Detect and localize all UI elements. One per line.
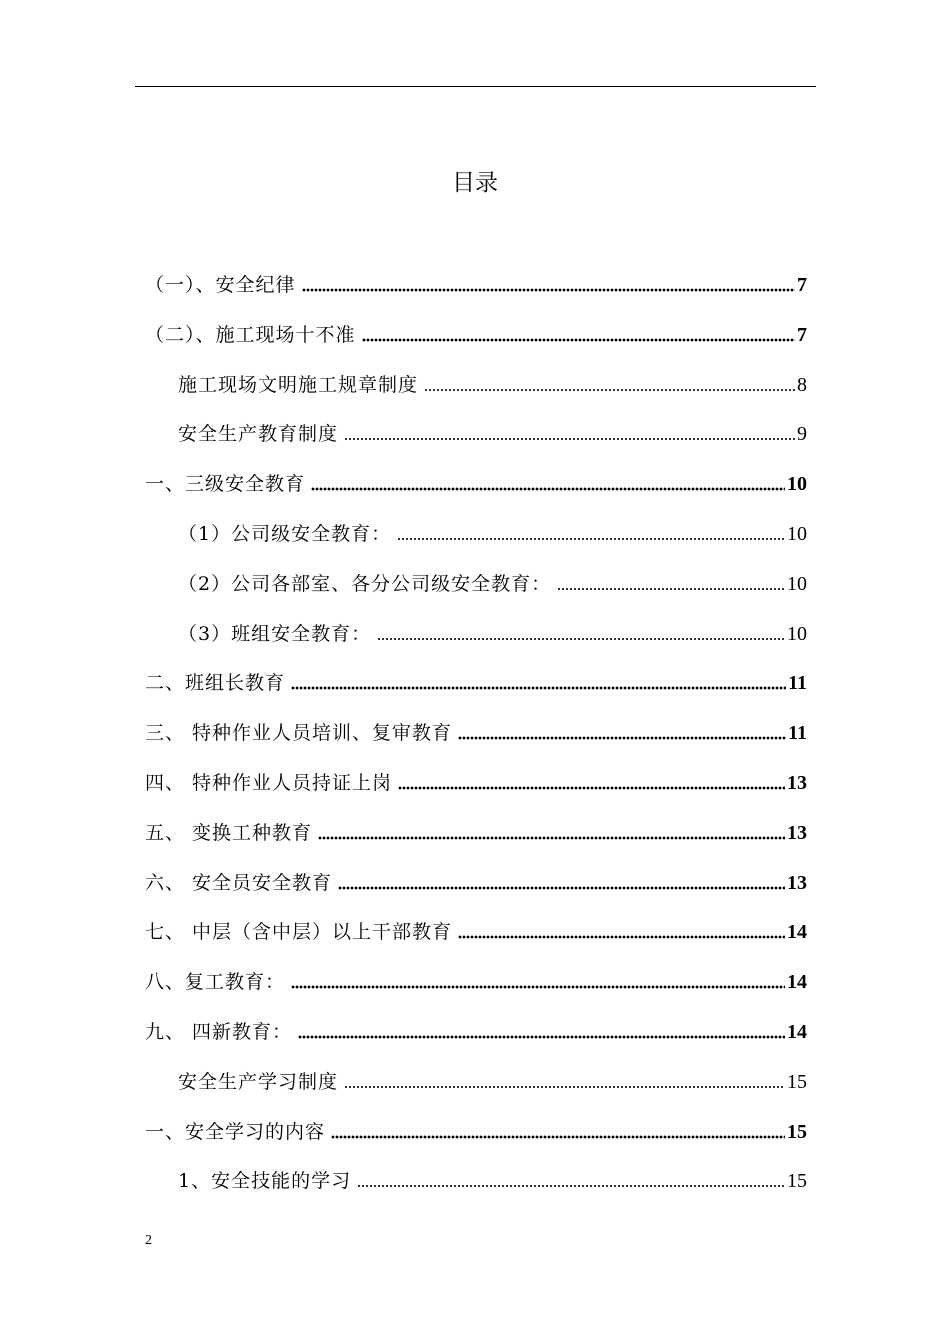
toc-entry[interactable] [178,1067,807,1097]
toc-entry[interactable] [145,320,807,350]
toc-entry-page: 14 [787,1021,807,1043]
toc-entry-page: 10 [787,523,807,545]
toc-entry-page: 15 [787,1120,807,1143]
toc-entry[interactable] [145,718,807,748]
toc-entry-label: 八、复工教育： [145,971,286,994]
toc-entry[interactable] [145,668,807,698]
toc-dot-leader [398,782,785,790]
toc-dot-leader [331,1131,785,1139]
page-number: 2 [145,1233,152,1248]
toc-dot-leader [291,682,786,690]
toc-dot-leader [397,533,785,541]
toc-entry-label: 二、班组长教育 [145,672,286,695]
toc-dot-leader [311,483,785,491]
toc-entry-label: 一、三级安全教育 [145,473,306,496]
toc-dot-leader [458,931,785,939]
toc-dot-leader [298,1031,785,1039]
toc-dot-leader [357,1180,785,1188]
toc-entry-label: 安全生产教育制度 [178,423,339,446]
toc-entry-page: 7 [797,274,807,296]
toc-entry-label: 三、 特种作业人员培训、复审教育 [145,722,453,745]
toc-dot-leader [424,384,795,392]
toc-entry-page: 8 [797,373,807,396]
toc-entry-page: 9 [797,423,807,446]
toc-dot-leader [557,583,785,591]
toc-entry-label: （1）公司级安全教育： [178,523,392,545]
toc-entry[interactable] [178,1166,807,1196]
toc-entry-label: 六、 安全员安全教育 [145,871,333,894]
toc-entry-page: 15 [787,1070,807,1093]
toc-entry-label: 1、安全技能的学习 [178,1170,352,1193]
toc-entry-page: 13 [787,821,807,844]
toc-title: 目录 [452,170,498,196]
toc-entry[interactable] [178,370,807,400]
toc-entry[interactable] [145,868,807,898]
toc-dot-leader [344,1081,785,1089]
toc-dot-leader [318,832,785,840]
toc-entry-label: 五、 变换工种教育 [145,821,313,844]
toc-entry[interactable] [145,1017,807,1047]
toc-entry[interactable] [145,469,807,499]
toc-dot-leader [377,633,785,641]
toc-entry-label: 一、安全学习的内容 [145,1120,326,1143]
toc-entry-label: （二）、施工现场十不准 [145,323,356,346]
toc-entry[interactable] [145,917,807,947]
toc-entry[interactable] [145,1117,807,1147]
toc-entry-page: 14 [787,971,807,994]
toc-dot-leader [344,433,795,441]
toc-entry-page: 15 [787,1170,807,1193]
toc-entry-label: （3）班组安全教育： [178,622,372,645]
toc-dot-leader [362,334,795,342]
toc-entry-page: 11 [788,722,807,745]
toc-entry-page: 10 [787,622,807,645]
toc-entry[interactable] [178,519,807,549]
toc-entry-label: 九、 四新教育： [145,1021,293,1043]
toc-entry-label: （2）公司各部室、各分公司级安全教育： [178,572,552,595]
toc-entry[interactable] [178,419,807,449]
toc-entry[interactable] [178,619,807,649]
toc-entry-label: 施工现场文明施工规章制度 [178,373,419,396]
toc-entry-page: 10 [787,572,807,595]
toc-entry-label: 七、 中层（含中层）以上干部教育 [145,921,453,944]
toc-entry-page: 10 [787,473,807,496]
toc-dot-leader [458,732,786,740]
toc-dot-leader [302,284,795,292]
toc-entry-page: 11 [788,672,807,695]
toc-entry[interactable] [145,768,807,798]
toc-entry-page: 13 [787,772,807,794]
toc-entry[interactable] [145,818,807,848]
toc-entry[interactable] [178,569,807,599]
toc-entry[interactable] [145,270,807,300]
toc-entry-label: 安全生产学习制度 [178,1070,339,1093]
toc-entry-page: 14 [787,921,807,944]
toc-entry-label: （一）、安全纪律 [145,274,296,296]
toc-entry-page: 7 [797,323,807,346]
toc-dot-leader [291,981,785,989]
toc-entry[interactable] [145,967,807,997]
toc-entry-page: 13 [787,871,807,894]
toc-entry-label: 四、 特种作业人员持证上岗 [145,772,393,794]
toc-dot-leader [338,882,785,890]
